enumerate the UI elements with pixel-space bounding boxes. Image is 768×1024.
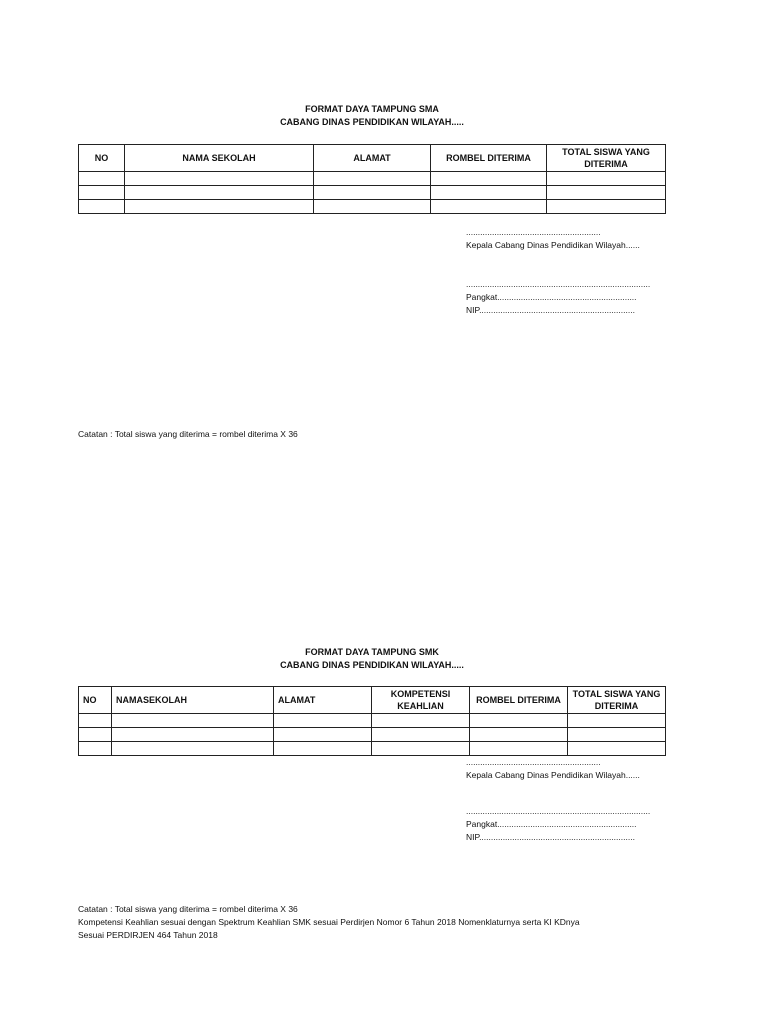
table-row: [79, 186, 666, 200]
table-cell[interactable]: [125, 186, 314, 200]
sma-col-no: NO: [79, 145, 125, 172]
sma-table-header-row: [79, 145, 666, 172]
table-cell[interactable]: [112, 742, 274, 756]
sma-signature-block: [466, 226, 666, 317]
table-cell[interactable]: [470, 714, 568, 728]
table-cell[interactable]: [547, 172, 666, 186]
table-cell[interactable]: [79, 728, 112, 742]
smk-title: FORMAT DAYA TAMPUNG SMK: [305, 647, 439, 657]
table-cell[interactable]: [372, 742, 470, 756]
table-cell[interactable]: [431, 186, 547, 200]
table-cell[interactable]: [372, 714, 470, 728]
table-cell[interactable]: [112, 714, 274, 728]
table-cell[interactable]: [547, 186, 666, 200]
table-cell[interactable]: [112, 728, 274, 742]
sma-title-block: [0, 103, 744, 129]
table-cell[interactable]: [568, 714, 666, 728]
table-cell[interactable]: [79, 186, 125, 200]
sma-note: Catatan : Total siswa yang diterima = rombel diterima X 36: [78, 429, 298, 439]
table-cell[interactable]: [274, 728, 372, 742]
sma-col-alamat: ALAMAT: [314, 145, 431, 172]
sma-signer-nip: NIP..................................................................: [466, 305, 635, 315]
smk-signer-name-line: ..............................................................................: [466, 806, 651, 816]
smk-col-alamat: ALAMAT: [274, 687, 372, 714]
sma-title: FORMAT DAYA TAMPUNG SMA: [305, 104, 439, 114]
smk-table: [78, 686, 666, 756]
smk-signer-nip: NIP..................................................................: [466, 832, 635, 842]
sma-col-total-siswa: TOTAL SISWA YANG DITERIMA: [547, 145, 666, 172]
table-cell[interactable]: [125, 172, 314, 186]
smk-col-total-siswa: TOTAL SISWA YANG DITERIMA: [568, 687, 666, 714]
smk-note-line: Catatan : Total siswa yang diterima = rombel diterima X 36: [78, 904, 298, 914]
table-cell[interactable]: [470, 742, 568, 756]
table-cell[interactable]: [314, 186, 431, 200]
table-row: [79, 714, 666, 728]
table-row: [79, 728, 666, 742]
smk-note-line: Sesuai PERDIRJEN 464 Tahun 2018: [78, 930, 218, 940]
sma-signer-rank: Pangkat...........................................................: [466, 292, 637, 302]
smk-place-date-line: .........................................................: [466, 757, 601, 767]
smk-signer-rank: Pangkat...........................................................: [466, 819, 637, 829]
smk-note-line: Kompetensi Keahlian sesuai dengan Spektrum Keahlian SMK sesuai Perdirjen Nomor 6 Tahun 2018 Nomenklaturnya serta KI KDnya: [78, 917, 580, 927]
smk-col-no: NO: [79, 687, 112, 714]
sma-subtitle: CABANG DINAS PENDIDIKAN WILAYAH.....: [280, 117, 464, 127]
table-row: [79, 172, 666, 186]
smk-signature-block: [466, 756, 666, 844]
table-cell[interactable]: [568, 742, 666, 756]
table-cell[interactable]: [79, 200, 125, 214]
smk-col-nama-sekolah: NAMASEKOLAH: [112, 687, 274, 714]
table-row: [79, 200, 666, 214]
table-cell[interactable]: [568, 728, 666, 742]
table-cell[interactable]: [431, 200, 547, 214]
table-cell[interactable]: [314, 200, 431, 214]
smk-notes: [78, 903, 678, 942]
table-cell[interactable]: [547, 200, 666, 214]
table-cell[interactable]: [79, 714, 112, 728]
smk-subtitle: CABANG DINAS PENDIDIKAN WILAYAH.....: [280, 660, 464, 670]
table-row: [79, 742, 666, 756]
smk-col-rombel: ROMBEL DITERIMA: [470, 687, 568, 714]
table-cell[interactable]: [314, 172, 431, 186]
smk-col-kompetensi: KOMPETENSI KEAHLIAN: [372, 687, 470, 714]
table-cell[interactable]: [125, 200, 314, 214]
table-cell[interactable]: [431, 172, 547, 186]
smk-table-header-row: [79, 687, 666, 714]
table-cell[interactable]: [274, 714, 372, 728]
table-cell[interactable]: [79, 172, 125, 186]
table-cell[interactable]: [274, 742, 372, 756]
sma-signer-position: Kepala Cabang Dinas Pendidikan Wilayah......: [466, 240, 640, 250]
sma-signer-name-line: ..............................................................................: [466, 279, 651, 289]
sma-place-date-line: .........................................................: [466, 227, 601, 237]
smk-signer-position: Kepala Cabang Dinas Pendidikan Wilayah......: [466, 770, 640, 780]
sma-table: [78, 144, 666, 214]
table-cell[interactable]: [372, 728, 470, 742]
sma-col-nama-sekolah: NAMA SEKOLAH: [125, 145, 314, 172]
table-cell[interactable]: [79, 742, 112, 756]
smk-title-block: [0, 646, 744, 672]
table-cell[interactable]: [470, 728, 568, 742]
sma-col-rombel: ROMBEL DITERIMA: [431, 145, 547, 172]
